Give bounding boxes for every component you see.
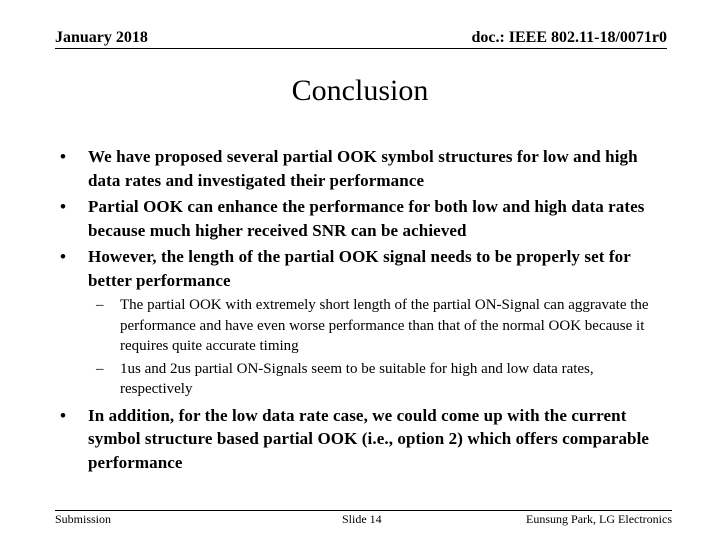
slide-body	[56, 145, 656, 477]
sub-bullet-mark: –	[96, 360, 104, 377]
bullet-item	[56, 145, 656, 192]
sub-bullet-mark: –	[96, 297, 104, 313]
header-date: January 2018	[55, 29, 148, 46]
footer-author: Eunsung Park, LG Electronics	[526, 512, 672, 526]
sub-bullet-text: The partial OOK with extremely short length of the partial ON-Signal can aggravate the performance and have even worse performance than that of the normal OOK because it requires quite accurate timing	[120, 297, 649, 354]
header-doc-id: doc.: IEEE 802.11-18/0071r0	[471, 29, 667, 46]
footer-slide-number: Slide 14	[342, 512, 382, 526]
bullet-text: We have proposed several partial OOK symbol structures for low and high data rates and investigated their performance	[88, 147, 638, 190]
header-divider	[55, 48, 667, 49]
bullet-text: However, the length of the partial OOK signal needs to be properly set for better performance	[88, 247, 631, 290]
bullet-mark: •	[60, 247, 67, 266]
sub-bullet-item	[56, 359, 656, 400]
bullet-item	[56, 195, 656, 242]
bullet-mark: •	[60, 405, 67, 425]
sub-bullet-list	[56, 295, 656, 400]
bullet-item	[56, 404, 656, 475]
bullet-text: Partial OOK can enhance the performance for both low and high data rates because much higher received SNR can be achieved	[88, 197, 645, 240]
footer-submission: Submission	[55, 512, 112, 526]
footer-divider	[55, 510, 672, 511]
bullet-mark: •	[60, 197, 67, 216]
bullet-text: In addition, for the low data rate case, we could come up with the current symbol structure based partial OOK (i.e., option 2) which offers comparable performance	[88, 405, 650, 472]
bullet-item	[56, 245, 656, 292]
sub-bullet-item	[56, 295, 656, 357]
slide-title: Conclusion	[291, 74, 429, 107]
bullet-mark: •	[60, 147, 67, 166]
sub-bullet-text: 1us and 2us partial ON-Signals seem to be suitable for high and low data rates, respectively	[120, 360, 594, 397]
